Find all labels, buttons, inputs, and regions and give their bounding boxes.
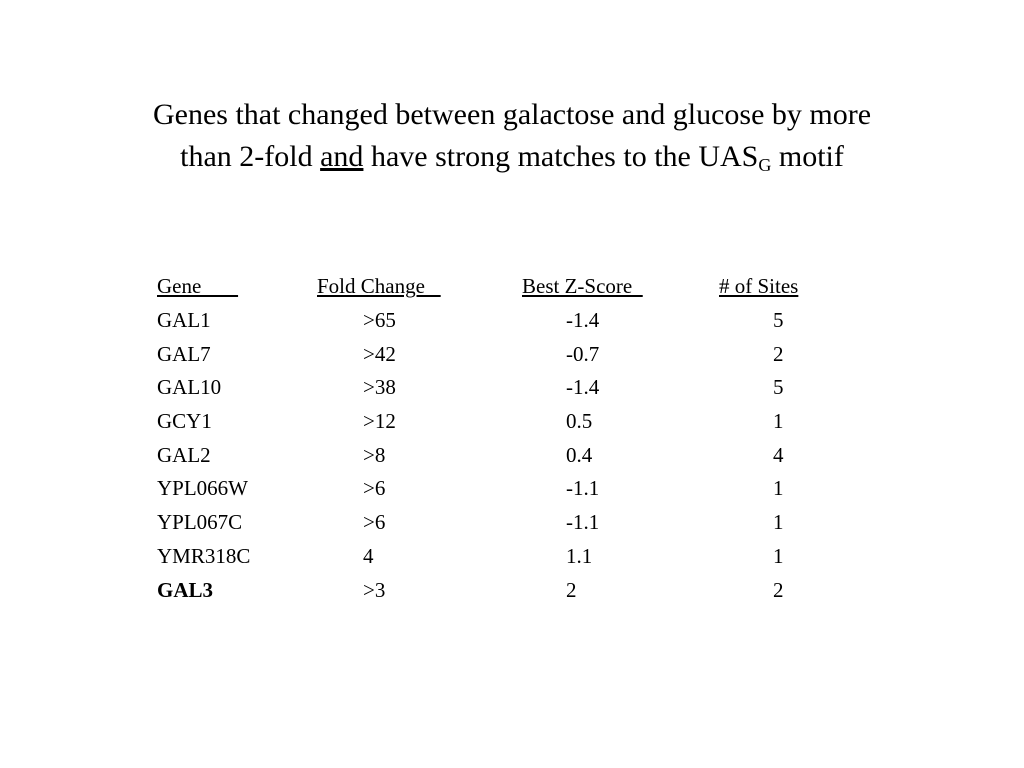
- header-fold-change: Fold Change: [317, 274, 441, 299]
- cell-gene: GAL3: [157, 577, 214, 602]
- cell-z-score: 0.4: [566, 442, 593, 467]
- title-line-2: [0, 136, 1024, 178]
- cell-gene: GAL10: [157, 375, 222, 400]
- table-header-row: [157, 270, 829, 304]
- title-line-2-middle: have strong matches to the UAS: [363, 140, 759, 173]
- table-row: [157, 304, 829, 338]
- table-row: [157, 573, 829, 607]
- cell-fold-change: >65: [363, 308, 396, 333]
- table-row: [157, 405, 829, 439]
- cell-z-score: -0.7: [566, 341, 600, 366]
- cell-fold-change: >6: [363, 476, 386, 501]
- cell-fold-change: >12: [363, 409, 396, 434]
- cell-gene: YPL067C: [157, 510, 243, 535]
- cell-sites: 1: [773, 409, 784, 434]
- header-num-sites: # of Sites: [719, 274, 799, 299]
- cell-z-score: -1.1: [566, 476, 600, 501]
- cell-fold-change: >6: [363, 510, 386, 535]
- cell-z-score: 0.5: [566, 409, 593, 434]
- cell-fold-change: >3: [363, 577, 386, 602]
- cell-sites: 2: [773, 577, 784, 602]
- cell-fold-change: 4: [363, 543, 374, 568]
- cell-gene: GCY1: [157, 409, 212, 434]
- table-row: [157, 506, 829, 540]
- table-row: [157, 472, 829, 506]
- slide-title: [0, 94, 1024, 178]
- cell-z-score: -1.1: [566, 510, 600, 535]
- cell-z-score: -1.4: [566, 308, 600, 333]
- cell-gene: YMR318C: [157, 543, 251, 568]
- title-subscript: G: [758, 155, 772, 175]
- cell-sites: 2: [773, 341, 784, 366]
- title-line-2-start: than 2-fold: [180, 140, 321, 173]
- cell-sites: 5: [773, 308, 784, 333]
- cell-gene: GAL7: [157, 341, 211, 366]
- cell-fold-change: >42: [363, 341, 396, 366]
- cell-sites: 1: [773, 510, 784, 535]
- title-line-2-end: motif: [771, 140, 844, 173]
- cell-gene: YPL066W: [157, 476, 248, 501]
- cell-sites: 5: [773, 375, 784, 400]
- table-row: [157, 540, 829, 574]
- cell-z-score: 2: [566, 577, 577, 602]
- header-gene: Gene: [157, 274, 239, 299]
- header-best-z-score: Best Z-Score: [522, 274, 643, 299]
- cell-fold-change: >38: [363, 375, 396, 400]
- table-row: [157, 371, 829, 405]
- cell-sites: 1: [773, 543, 784, 568]
- cell-gene: GAL2: [157, 442, 211, 467]
- title-underlined-word: and: [320, 140, 364, 173]
- cell-z-score: -1.4: [566, 375, 600, 400]
- title-line-1: Genes that changed between galactose and glucose by more: [152, 98, 872, 131]
- table-row: [157, 337, 829, 371]
- cell-sites: 1: [773, 476, 784, 501]
- table-row: [157, 438, 829, 472]
- cell-z-score: 1.1: [566, 543, 593, 568]
- gene-table: [157, 270, 829, 607]
- cell-sites: 4: [773, 442, 784, 467]
- cell-gene: GAL1: [157, 308, 211, 333]
- cell-fold-change: >8: [363, 442, 386, 467]
